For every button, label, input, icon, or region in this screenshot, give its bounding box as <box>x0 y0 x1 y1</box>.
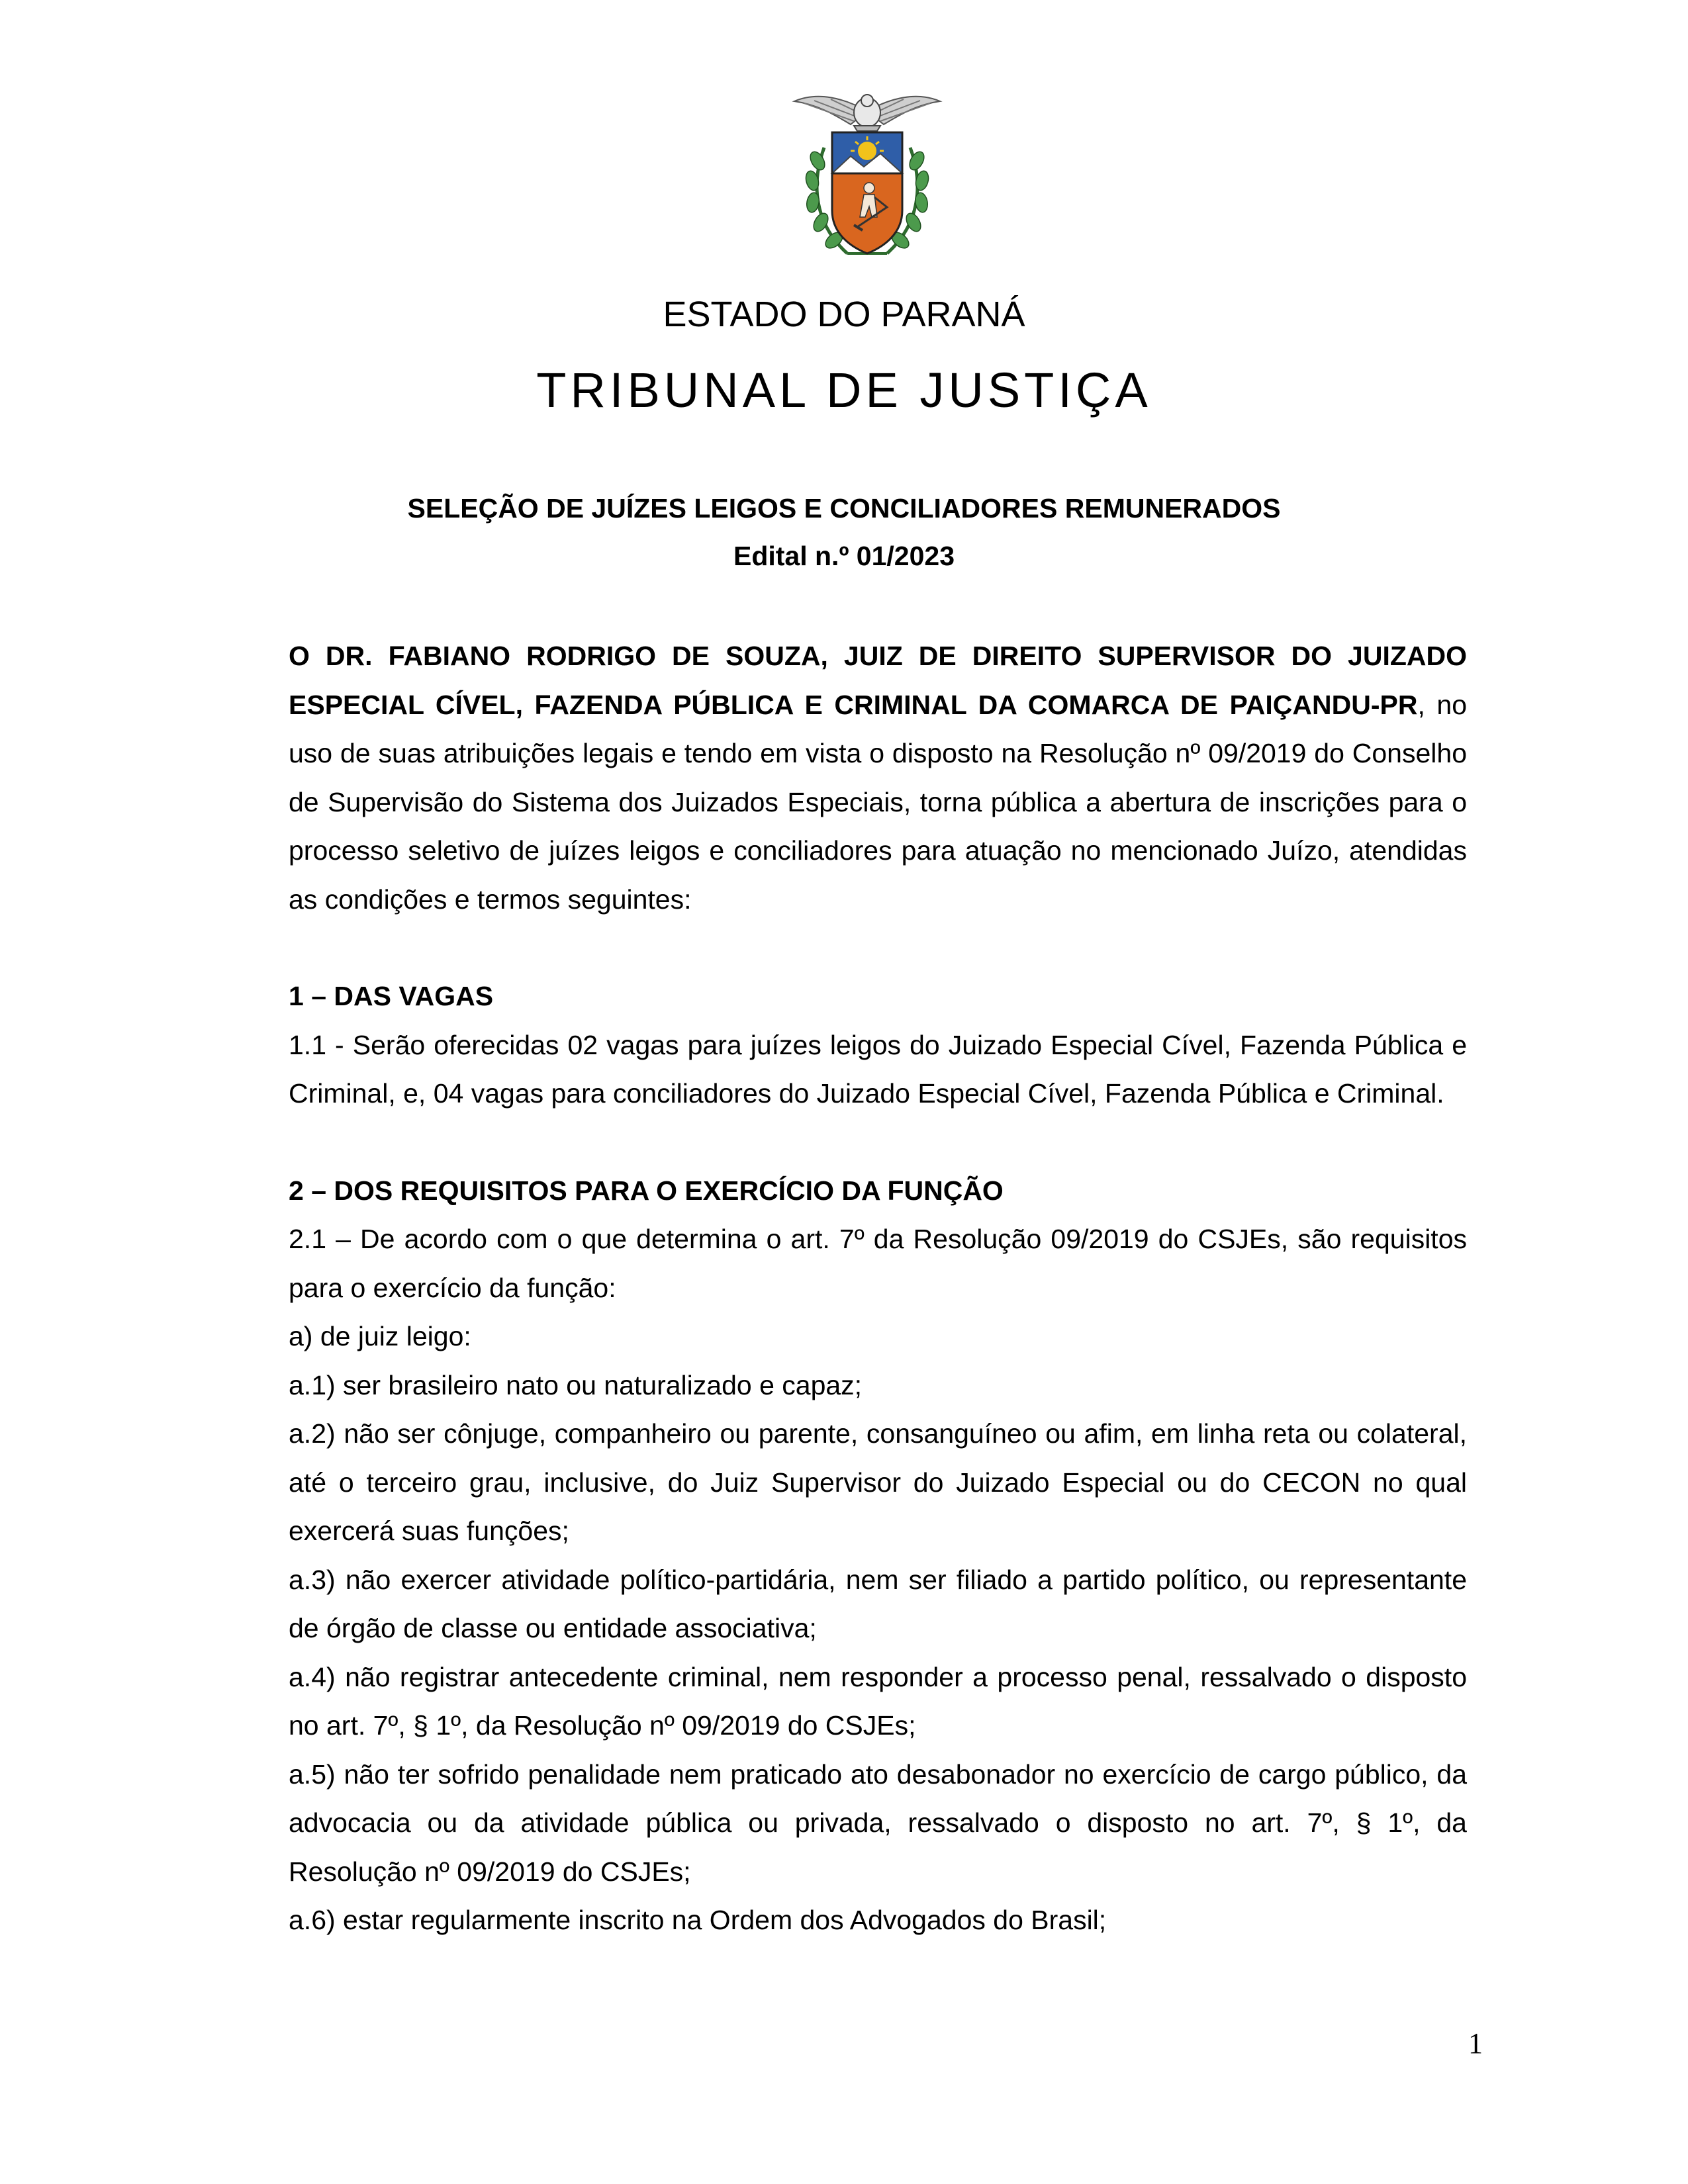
item-a: a) de juiz leigo: <box>289 1321 471 1351</box>
state-name: ESTADO DO PARANÁ <box>663 295 1025 334</box>
item-2-1: 2.1 – De acordo com o que determina o art. 7º da Resolução 09/2019 do CSJEs, são requisitos para o exercício da função: <box>289 1224 1467 1303</box>
item-1-1: 1.1 - Serão oferecidas 02 vagas para juízes leigos do Juizado Especial Cível, Fazenda Pública e Criminal, e, 04 vagas para conciliadores do Juizado Especial Cível, Fazenda Pública e Criminal. <box>289 1029 1467 1109</box>
section-2-heading: 2 – DOS REQUISITOS PARA O EXERCÍCIO DA FUNÇÃO <box>289 1175 1004 1206</box>
item-a6: a.6) estar regularmente inscrito na Ordem dos Advogados do Brasil; <box>289 1905 1107 1935</box>
document-body <box>289 632 1467 1945</box>
intro-paragraph <box>289 632 1467 924</box>
edital-number: Edital n.º 01/2023 <box>733 541 955 571</box>
intro-authority: O DR. FABIANO RODRIGO DE SOUZA, JUIZ DE DIREITO SUPERVISOR DO JUIZADO ESPECIAL CÍVEL, FAZENDA PÚBLICA E CRIMINAL DA COMARCA DE PAIÇANDU-PR <box>289 641 1467 720</box>
intro-text: , no uso de suas atribuições legais e tendo em vista o disposto na Resolução nº 09/2019 do Conselho de Supervisão do Sistema dos Juizados Especiais, torna pública a abertura de inscrições para o processo seletivo de juízes leigos e conciliadores para atuação no mencionado Juízo, atendidas as condições e termos seguintes: <box>289 689 1467 915</box>
item-a5: a.5) não ter sofrido penalidade nem praticado ato desabonador no exercício de cargo público, da advocacia ou da atividade pública ou privada, ressalvado o disposto no art. 7º, § 1º, da Resolução nº 09/2019 do CSJEs; <box>289 1758 1467 1887</box>
court-name: TRIBUNAL DE JUSTIÇA <box>536 363 1152 418</box>
page-number: 1 <box>1468 2027 1483 2060</box>
document-title: SELEÇÃO DE JUÍZES LEIGOS E CONCILIADORES REMUNERADOS <box>407 493 1281 523</box>
item-a1: a.1) ser brasileiro nato ou naturalizado e capaz; <box>289 1369 863 1400</box>
section-1-heading: 1 – DAS VAGAS <box>289 981 494 1011</box>
parana-coat-of-arms-icon <box>791 85 943 263</box>
item-a2: a.2) não ser cônjuge, companheiro ou parente, consanguíneo ou afim, em linha reta ou colateral, até o terceiro grau, inclusive, do Juiz Supervisor do Juizado Especial ou do CECON no qual exercerá suas funções; <box>289 1418 1467 1546</box>
item-a4: a.4) não registrar antecedente criminal, nem responder a processo penal, ressalvado o disposto no art. 7º, § 1º, da Resolução nº 09/2019 do CSJEs; <box>289 1661 1467 1741</box>
item-a3: a.3) não exercer atividade político-partidária, nem ser filiado a partido político, ou representante de órgão de classe ou entidade associativa; <box>289 1564 1467 1643</box>
